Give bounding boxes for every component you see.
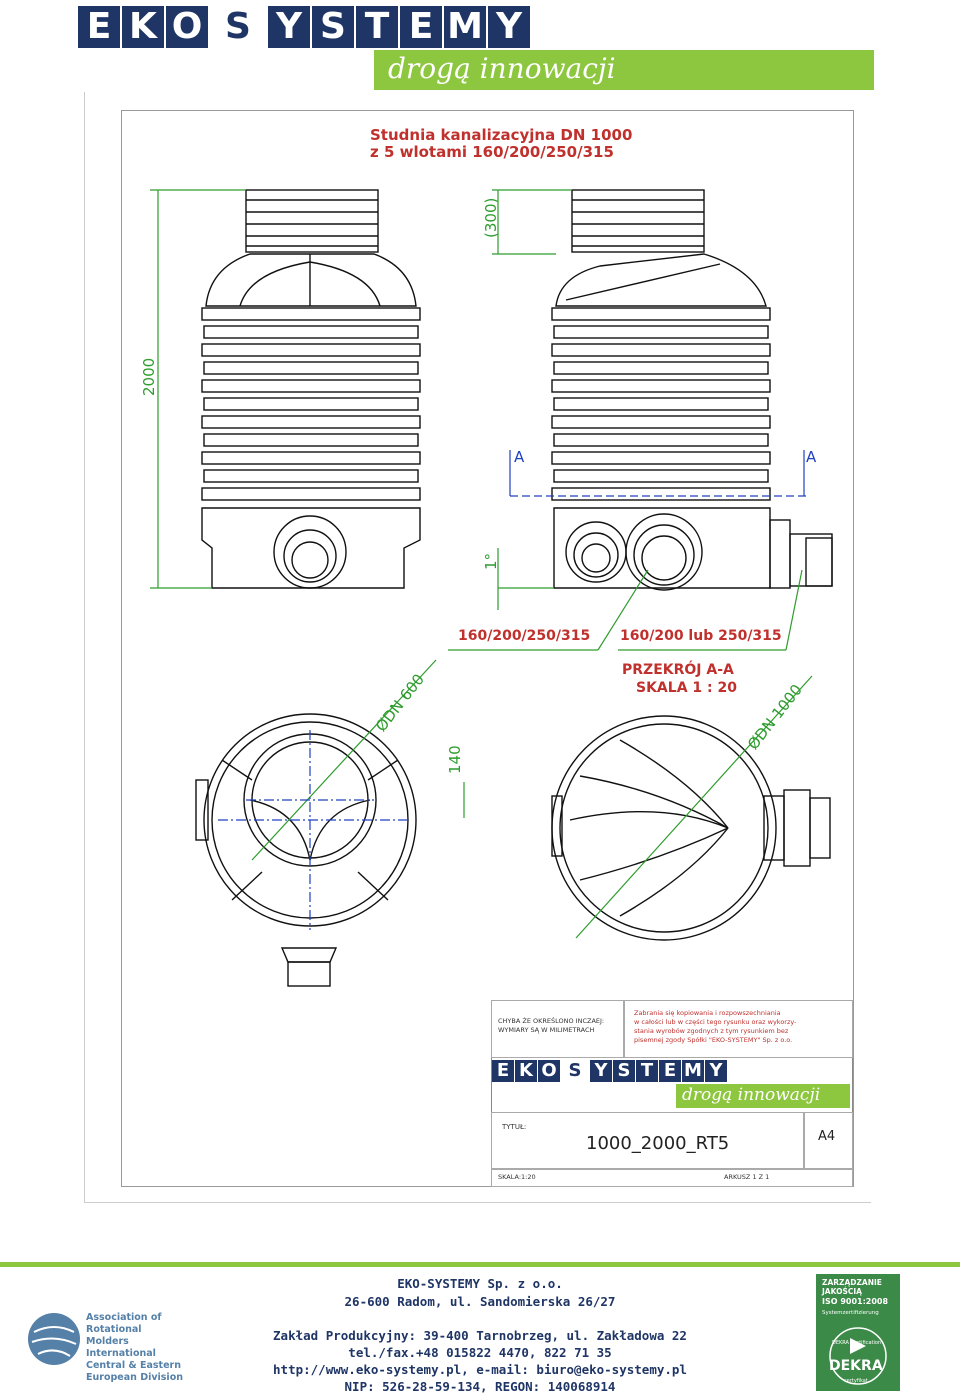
logo-letter: E (400, 6, 442, 48)
footer-nip: NIP: 526-28-59-134, REGON: 140068914 (344, 1379, 616, 1394)
logo-letter: Y (268, 6, 310, 48)
tb-notes-left (491, 1000, 625, 1058)
dim-height-label: 2000 (140, 357, 158, 396)
tytul-label: TYTUŁ: (502, 1123, 527, 1131)
logo-letter: T (636, 1060, 658, 1082)
title-block-tagline-bar (676, 1084, 850, 1108)
section-title: PRZEKRÓJ A-A (622, 662, 734, 678)
title-block-tagline: drogą innowacji (682, 1085, 821, 1105)
format-label: A4 (818, 1129, 836, 1144)
dekra-cert: DEKRA Certification (832, 1340, 882, 1346)
globe-icon (26, 1308, 82, 1370)
logo-letter: Y (488, 6, 530, 48)
section-mark-right: A (806, 448, 817, 466)
dekra-iso-badge (816, 1274, 900, 1391)
left-plan-view (196, 714, 416, 986)
armi-line: Central & Eastern (86, 1360, 181, 1371)
right-well-section (552, 190, 832, 590)
armi-line: European Division (86, 1372, 183, 1383)
footer-address: 26-600 Radom, ul. Sandomierska 26/27 (344, 1294, 616, 1309)
logo-letter: K (122, 6, 164, 48)
note-right-1: Zabrania się kopiowania i rozpowszechniania (634, 1009, 781, 1017)
footer-divider (0, 1262, 960, 1267)
note-left-1: CHYBA ŻE OKREŚLONO INCZAEJ: (498, 1017, 605, 1025)
sheet-label: ARKUSZ 1 Z 1 (724, 1173, 770, 1181)
footer-plant: Zakład Produkcyjny: 39-400 Tarnobrzeg, ul. Zakładowa 22 (273, 1328, 687, 1343)
footer-company: EKO-SYSTEMY Sp. z o.o. (397, 1276, 563, 1291)
logo-letter: Y (590, 1060, 612, 1082)
armi-line: Molders International (86, 1336, 156, 1359)
logo-letter: O (166, 6, 208, 48)
dim-slope-label: 1° (482, 552, 500, 570)
inlet-label-left: 160/200/250/315 (458, 628, 591, 644)
tb-notes-right (623, 1000, 853, 1058)
tb-format-cell (803, 1112, 853, 1170)
dim-140-label: 140 (446, 745, 464, 774)
dim-top-label: (300) (482, 197, 500, 238)
scale-label: SKALA:1:20 (498, 1173, 536, 1181)
drawing-number: 1000_2000_RT5 (586, 1133, 730, 1154)
dekra-line3: ISO 9001:2008 (822, 1297, 889, 1306)
logo-letter: M (682, 1060, 704, 1082)
footer-web: http://www.eko-systemy.pl, e-mail: biuro@eko-systemy.pl (273, 1362, 687, 1377)
dekra-sub: certyfikat (844, 1378, 868, 1384)
logo-letter: S (312, 6, 354, 48)
section-scale: SKALA 1 : 20 (636, 680, 737, 696)
right-plan-view (552, 716, 830, 940)
dekra-line1: ZARZĄDZANIE (822, 1278, 882, 1287)
section-mark-left: A (514, 448, 525, 466)
dekra-line4: Systemzertifizierung (822, 1310, 879, 1316)
logo-letter-swoosh: S (561, 1060, 589, 1082)
dim-dn1000-label: ØDN 1000 (744, 680, 806, 754)
logo-letter: K (515, 1060, 537, 1082)
armi-text (86, 1312, 196, 1384)
logo-letter: O (538, 1060, 560, 1082)
title-block-logo (492, 1060, 728, 1082)
logo-letter: E (659, 1060, 681, 1082)
left-well-elevation (202, 190, 420, 588)
tagline: drogą innowacji (388, 52, 616, 85)
tb-bottom-row (491, 1168, 853, 1187)
logo-letter: S (613, 1060, 635, 1082)
logo-letter: Y (705, 1060, 727, 1082)
logo-letter: M (444, 6, 486, 48)
armi-line: Association of Rotational (86, 1312, 162, 1335)
logo-letter: E (78, 6, 120, 48)
inlet-label-right: 160/200 lub 250/315 (620, 628, 782, 644)
drawing-title-line1: Studnia kanalizacyjna DN 1000 (370, 126, 633, 144)
drawing-title-line2: z 5 wlotami 160/200/250/315 (370, 143, 614, 161)
logo-letter: E (492, 1060, 514, 1082)
note-right-2: w całości lub w części tego rysunku oraz wykorzy- (634, 1018, 797, 1026)
note-left-2: WYMIARY SĄ W MILIMETRACH (498, 1026, 595, 1034)
note-right-4: pisemnej zgody Spółki "EKO-SYSTEMY" Sp. z o.o. (634, 1036, 793, 1044)
armi-logo (26, 1308, 196, 1383)
dekra-line2: JAKOŚCIĄ (822, 1287, 862, 1296)
footer-phone: tel./fax.+48 015822 4470, 822 71 35 (348, 1345, 612, 1360)
logo-letter: T (356, 6, 398, 48)
dekra-seal-icon (823, 1326, 893, 1386)
logo-letter-swoosh: S (210, 6, 266, 48)
note-right-3: stania wyrobów zgodnych z tym rysunkiem bez (634, 1027, 789, 1035)
dim-dn600-label: ØDN 600 (372, 670, 429, 736)
dekra-brand: DEKRA (829, 1358, 883, 1374)
tb-title-cell (491, 1112, 805, 1170)
